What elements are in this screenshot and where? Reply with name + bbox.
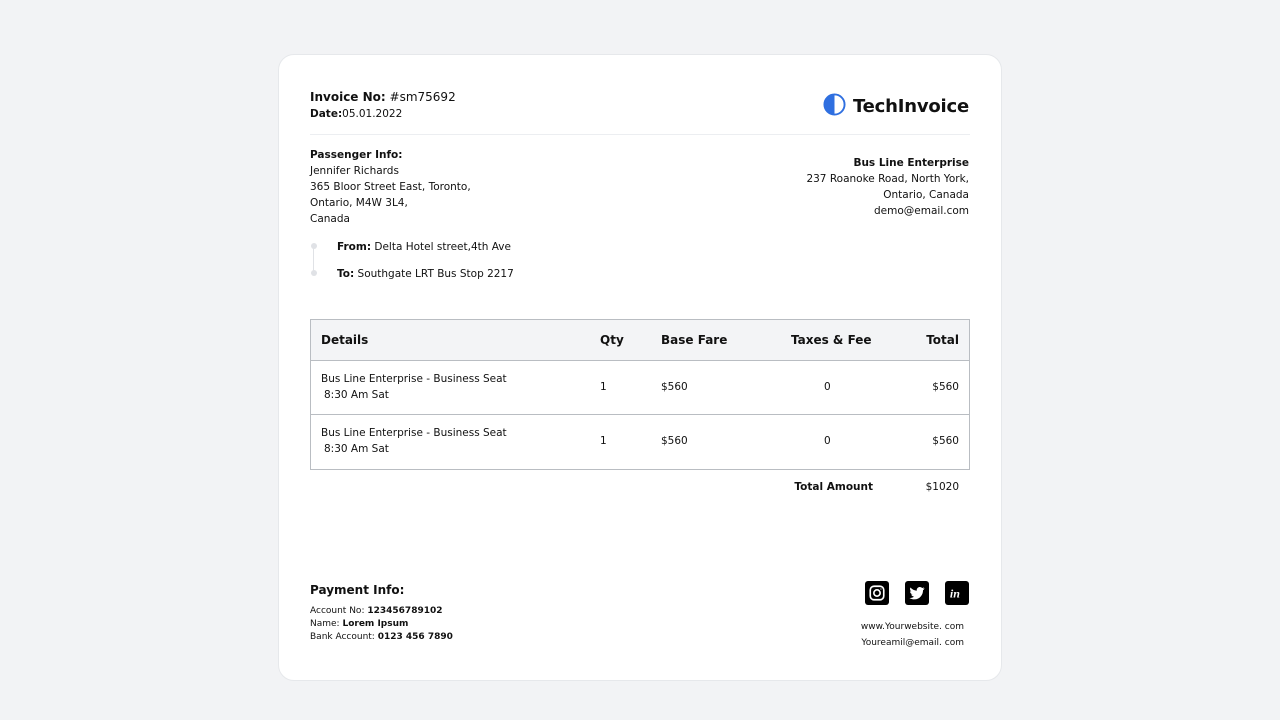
company-address-line2: Ontario, Canada	[883, 189, 969, 201]
invoice-card	[278, 54, 1002, 681]
instagram-icon[interactable]	[865, 581, 889, 605]
header-details: Details	[321, 333, 369, 347]
twitter-icon[interactable]	[905, 581, 929, 605]
row-qty: 1	[600, 381, 607, 393]
header-base-fare: Base Fare	[661, 333, 728, 347]
company-email: demo@email.com	[874, 205, 969, 217]
row-base-fare: $560	[661, 435, 688, 447]
row-qty: 1	[600, 435, 607, 447]
header-taxes: Taxes & Fee	[791, 333, 872, 347]
total-amount-value: $1020	[925, 481, 959, 493]
company-info	[806, 155, 969, 219]
passenger-name: Jennifer Richards	[310, 165, 399, 177]
route-to-dot	[311, 270, 317, 276]
company-name: Bus Line Enterprise	[853, 157, 969, 169]
payment-bank-value: 0123 456 7890	[377, 632, 453, 642]
invoice-number-value: #sm75692	[389, 90, 456, 104]
header-divider	[310, 134, 970, 135]
fare-table	[310, 319, 970, 470]
route-to	[337, 266, 514, 282]
passenger-info-label: Passenger Info:	[310, 149, 403, 161]
payment-name-label: Name:	[310, 619, 340, 629]
row-description: Bus Line Enterprise - Business Seat	[321, 427, 507, 439]
row-total: $560	[932, 381, 959, 393]
row-taxes: 0	[824, 435, 831, 447]
payment-account	[310, 605, 443, 618]
brand-logo	[823, 93, 969, 120]
payment-account-label: Account No:	[310, 606, 365, 616]
website-link[interactable]: www.Yourwebsite. com	[860, 622, 964, 632]
payment-info-title: Payment Info:	[310, 583, 405, 597]
passenger-address-line3: Canada	[310, 213, 350, 225]
total-amount-label: Total Amount	[794, 481, 873, 493]
table-row	[311, 361, 969, 415]
half-circle-logo-icon	[823, 93, 846, 120]
payment-account-value: 123456789102	[367, 606, 443, 616]
payment-name	[310, 618, 408, 631]
invoice-date-label: Date:	[310, 108, 343, 120]
passenger-address-line1: 365 Bloor Street East, Toronto,	[310, 181, 471, 193]
linkedin-icon[interactable]	[945, 581, 969, 605]
invoice-number-label: Invoice No:	[310, 90, 386, 104]
route-from-label: From:	[337, 241, 372, 253]
route-from	[337, 239, 511, 255]
header-qty: Qty	[600, 333, 624, 347]
route-from-value: Delta Hotel street,4th Ave	[374, 241, 511, 253]
row-taxes: 0	[824, 381, 831, 393]
svg-text:in: in	[949, 586, 960, 601]
table-row	[311, 415, 969, 469]
row-details	[321, 425, 507, 457]
route-line	[313, 245, 314, 273]
passenger-info	[310, 147, 471, 227]
row-description: Bus Line Enterprise - Business Seat	[321, 373, 507, 385]
row-time: 8:30 Am Sat	[324, 443, 389, 455]
social-links	[865, 581, 969, 605]
payment-bank	[310, 631, 453, 644]
invoice-date-value: 05.01.2022	[342, 108, 403, 120]
email-link[interactable]: Youreamil@email. com	[861, 638, 964, 648]
brand-name: TechInvoice	[852, 96, 969, 117]
passenger-address-line2: Ontario, M4W 3L4,	[310, 197, 408, 209]
company-address-line1: 237 Roanoke Road, North York,	[806, 173, 969, 185]
payment-name-value: Lorem Ipsum	[342, 619, 409, 629]
table-header	[311, 320, 969, 361]
row-time: 8:30 Am Sat	[324, 389, 389, 401]
route-to-value: Southgate LRT Bus Stop 2217	[357, 268, 514, 280]
row-details	[321, 371, 507, 403]
route-from-dot	[311, 243, 317, 249]
invoice-number	[310, 89, 456, 105]
invoice-date	[310, 107, 402, 121]
payment-bank-label: Bank Account:	[310, 632, 375, 642]
header-total: Total	[926, 333, 959, 347]
route-to-label: To:	[337, 268, 355, 280]
row-base-fare: $560	[661, 381, 688, 393]
row-total: $560	[932, 435, 959, 447]
